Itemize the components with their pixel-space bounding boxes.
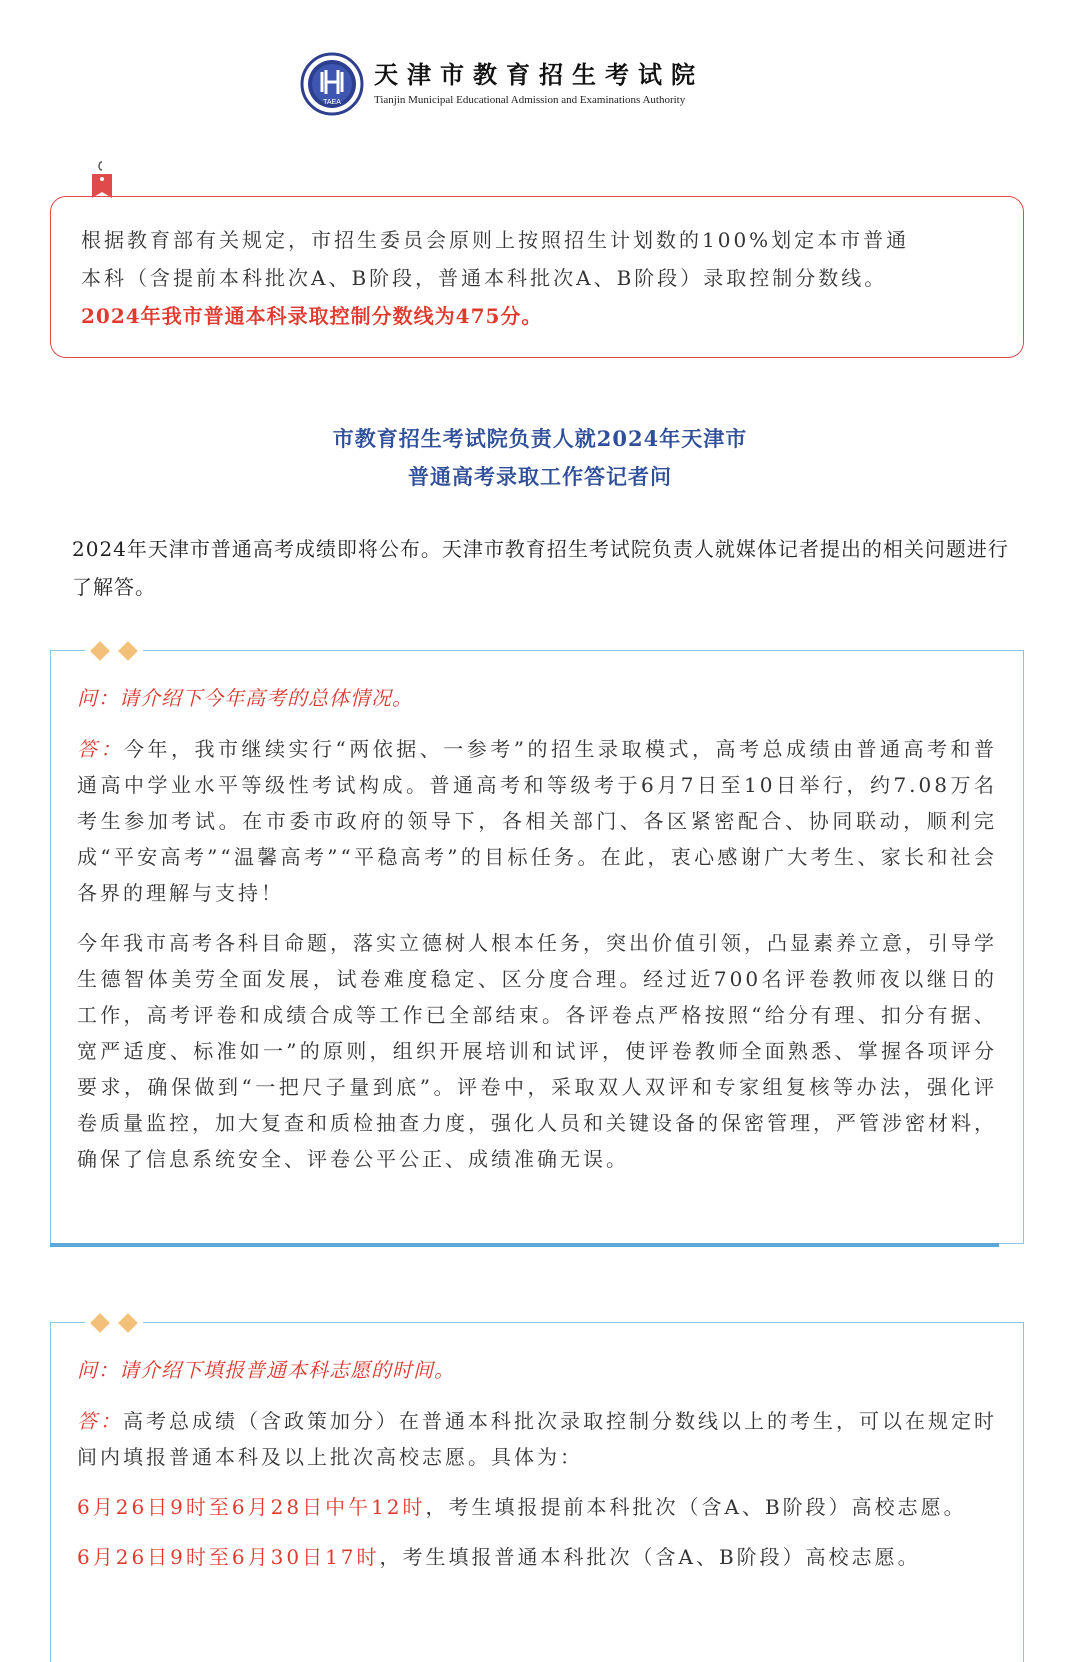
answer-1-para-1 — [77, 731, 997, 911]
article-title — [0, 420, 1080, 496]
title-line-1: 市教育招生考试院负责人就2024年天津市 — [332, 426, 748, 451]
org-name-en: Tianjin Municipal Educational Admission and Examinations Authority — [374, 94, 686, 106]
answer-label: 答： — [77, 1409, 123, 1433]
card-bottom-bar — [50, 1243, 999, 1247]
diamond-icon — [118, 1313, 138, 1333]
card-decoration — [85, 641, 143, 661]
answer-2-text-1: 高考总成绩（含政策加分）在普通本科批次录取控制分数线以上的考生，可以在规定时间内填报普通本科及以上批次高校志愿。具体为： — [77, 1409, 997, 1469]
question-1: 问：请介绍下今年高考的总体情况。 — [77, 686, 413, 710]
notice-highlight: 2024年我市普通本科录取控制分数线为475分。 — [81, 304, 543, 328]
header-text — [374, 60, 704, 108]
answer-1-para-2: 今年我市高考各科目命题，落实立德树人根本任务，突出价值引领，凸显素养立意，引导学生德智体美劳全面发展，试卷难度稳定、区分度合理。经过近700名评卷教师夜以继日的工作，高考评卷和成绩合成等工作已全部结束。各评卷点严格按照“给分有理、扣分有据、宽严适度、标准如一”的原则，组织开展培训和试评，使评卷教师全面熟悉、掌握各项评分要求，确保做到“一把尺子量到底”。评卷中，采取双人双评和专家组复核等办法，强化评卷质量监控，加大复查和质检抽查力度，强化人员和关键设备的保密管理，严管涉密材料，确保了信息系统安全、评卷公平公正、成绩准确无误。 — [77, 931, 997, 1171]
qa-card-2 — [50, 1322, 1024, 1662]
org-name-cn: 天津市教育招生考试院 — [374, 60, 704, 89]
qa-card-1 — [50, 650, 1024, 1244]
score-notice-box — [50, 196, 1024, 358]
taea-logo-icon — [300, 52, 364, 116]
answer-1-text-1: 今年，我市继续实行“两依据、一参考”的招生录取模式，高考总成绩由普通高考和普通高中学业水平等级性考试构成。普通高考和等级考于6月7日至10日举行，约7.08万名考生参加考试。在市委市政府的领导下，各相关部门、各区紧密配合、协同联动，顺利完成“平安高考”“温馨高考”“平稳高考”的目标任务。在此，衷心感谢广大考生、家长和社会各界的理解与支持！ — [77, 737, 998, 905]
question-2: 问：请介绍下填报普通本科志愿的时间。 — [77, 1358, 455, 1382]
tag-icon — [88, 160, 116, 200]
time-range-1: 6月26日9时至6月28日中午12时 — [77, 1495, 426, 1519]
answer-2-time-2 — [77, 1539, 997, 1575]
notice-line-1: 根据教育部有关规定，市招生委员会原则上按照招生计划数的100%划定本市普通 — [81, 228, 910, 252]
header — [300, 44, 704, 124]
card-decoration — [85, 1313, 143, 1333]
time-range-2-desc: ，考生填报普通本科批次（含A、B阶段）高校志愿。 — [379, 1545, 921, 1569]
diamond-icon — [90, 641, 110, 661]
time-range-1-desc: ，考生填报提前本科批次（含A、B阶段）高校志愿。 — [425, 1495, 967, 1519]
notice-line-2: 本科（含提前本科批次A、B阶段，普通本科批次A、B阶段）录取控制分数线。 — [81, 266, 888, 290]
logo-text: TAEA — [323, 99, 341, 106]
diamond-icon — [118, 641, 138, 661]
answer-2-para-1 — [77, 1403, 997, 1475]
answer-label: 答： — [77, 737, 125, 761]
time-range-2: 6月26日9时至6月30日17时 — [77, 1545, 380, 1569]
diamond-icon — [90, 1313, 110, 1333]
title-line-2: 普通高考录取工作答记者问 — [408, 464, 672, 489]
answer-2-time-1 — [77, 1489, 997, 1525]
article-intro: 2024年天津市普通高考成绩即将公布。天津市教育招生考试院负责人就媒体记者提出的相关问题进行了解答。 — [72, 537, 1009, 599]
